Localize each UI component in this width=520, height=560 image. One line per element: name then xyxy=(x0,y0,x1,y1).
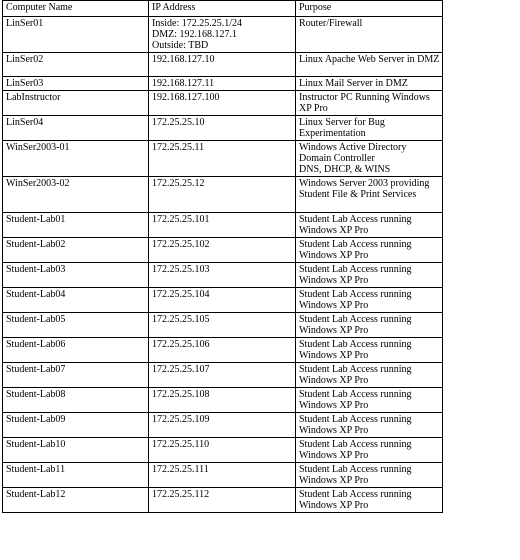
purpose-cell: Windows Server 2003 providing Student File & Print Services xyxy=(296,177,443,213)
computer-name-cell: LabInstructor xyxy=(3,91,149,116)
purpose-cell: Student Lab Access running Windows XP Pro xyxy=(296,488,443,513)
ip-address-cell: Inside: 172.25.25.1/24 DMZ: 192.168.127.1 Outside: TBD xyxy=(149,17,296,53)
table-row xyxy=(3,413,443,438)
table-row xyxy=(3,238,443,263)
ip-address-cell: 172.25.25.109 xyxy=(149,413,296,438)
purpose-cell: Linux Server for Bug Experimentation xyxy=(296,116,443,141)
computer-name-cell: Student-Lab06 xyxy=(3,338,149,363)
computer-name-cell: Student-Lab02 xyxy=(3,238,149,263)
table-row xyxy=(3,438,443,463)
purpose-cell: Linux Apache Web Server in DMZ xyxy=(296,53,443,77)
ip-address-cell: 172.25.25.105 xyxy=(149,313,296,338)
purpose-cell: Student Lab Access running Windows XP Pro xyxy=(296,388,443,413)
computer-name-cell: LinSer03 xyxy=(3,77,149,91)
purpose-cell: Student Lab Access running Windows XP Pro xyxy=(296,263,443,288)
computer-name-cell: Student-Lab05 xyxy=(3,313,149,338)
purpose-cell: Router/Firewall xyxy=(296,17,443,53)
purpose-cell: Student Lab Access running Windows XP Pro xyxy=(296,313,443,338)
ip-address-cell: 172.25.25.11 xyxy=(149,141,296,177)
computer-inventory-table xyxy=(2,0,443,513)
header-row xyxy=(3,1,443,17)
computer-name-cell: Student-Lab12 xyxy=(3,488,149,513)
table-row xyxy=(3,363,443,388)
table-header xyxy=(3,1,443,17)
ip-address-cell: 172.25.25.110 xyxy=(149,438,296,463)
ip-address-cell: 192.168.127.10 xyxy=(149,53,296,77)
purpose-cell: Student Lab Access running Windows XP Pro xyxy=(296,338,443,363)
purpose-cell: Student Lab Access running Windows XP Pro xyxy=(296,463,443,488)
ip-address-cell: 192.168.127.11 xyxy=(149,77,296,91)
computer-name-cell: Student-Lab04 xyxy=(3,288,149,313)
ip-address-cell: 172.25.25.102 xyxy=(149,238,296,263)
computer-name-cell: Student-Lab11 xyxy=(3,463,149,488)
table-row xyxy=(3,213,443,238)
computer-name-cell: Student-Lab07 xyxy=(3,363,149,388)
table-row xyxy=(3,263,443,288)
table-row xyxy=(3,116,443,141)
computer-name-cell: Student-Lab09 xyxy=(3,413,149,438)
table-row xyxy=(3,288,443,313)
purpose-cell: Student Lab Access running Windows XP Pro xyxy=(296,413,443,438)
table-row xyxy=(3,388,443,413)
computer-name-cell: WinSer2003-01 xyxy=(3,141,149,177)
computer-name-cell: Student-Lab01 xyxy=(3,213,149,238)
computer-name-cell: Student-Lab08 xyxy=(3,388,149,413)
computer-name-cell: WinSer2003-02 xyxy=(3,177,149,213)
ip-address-cell: 172.25.25.10 xyxy=(149,116,296,141)
computer-name-cell: Student-Lab03 xyxy=(3,263,149,288)
purpose-cell: Student Lab Access running Windows XP Pro xyxy=(296,438,443,463)
ip-address-cell: 172.25.25.101 xyxy=(149,213,296,238)
table-row xyxy=(3,177,443,213)
table-row xyxy=(3,141,443,177)
ip-address-cell: 172.25.25.107 xyxy=(149,363,296,388)
ip-address-cell: 172.25.25.111 xyxy=(149,463,296,488)
purpose-cell: Linux Mail Server in DMZ xyxy=(296,77,443,91)
computer-name-cell: LinSer02 xyxy=(3,53,149,77)
computer-name-cell: LinSer01 xyxy=(3,17,149,53)
purpose-cell: Windows Active Directory Domain Controller DNS, DHCP, & WINS xyxy=(296,141,443,177)
purpose-cell: Instructor PC Running Windows XP Pro xyxy=(296,91,443,116)
table-body xyxy=(3,17,443,513)
table-row xyxy=(3,488,443,513)
purpose-cell: Student Lab Access running Windows XP Pro xyxy=(296,288,443,313)
ip-address-cell: 172.25.25.112 xyxy=(149,488,296,513)
ip-address-cell: 172.25.25.12 xyxy=(149,177,296,213)
ip-address-cell: 192.168.127.100 xyxy=(149,91,296,116)
ip-address-cell: 172.25.25.108 xyxy=(149,388,296,413)
table-row xyxy=(3,53,443,77)
ip-address-cell: 172.25.25.103 xyxy=(149,263,296,288)
column-header-purpose: Purpose xyxy=(296,1,443,17)
table-row xyxy=(3,313,443,338)
purpose-cell: Student Lab Access running Windows XP Pro xyxy=(296,238,443,263)
table-row xyxy=(3,77,443,91)
table-row xyxy=(3,17,443,53)
table-row xyxy=(3,338,443,363)
table-row xyxy=(3,91,443,116)
computer-name-cell: Student-Lab10 xyxy=(3,438,149,463)
table-row xyxy=(3,463,443,488)
column-header-computer-name: Computer Name xyxy=(3,1,149,17)
computer-name-cell: LinSer04 xyxy=(3,116,149,141)
ip-address-cell: 172.25.25.106 xyxy=(149,338,296,363)
purpose-cell: Student Lab Access running Windows XP Pro xyxy=(296,363,443,388)
column-header-ip-address: IP Address xyxy=(149,1,296,17)
purpose-cell: Student Lab Access running Windows XP Pro xyxy=(296,213,443,238)
ip-address-cell: 172.25.25.104 xyxy=(149,288,296,313)
